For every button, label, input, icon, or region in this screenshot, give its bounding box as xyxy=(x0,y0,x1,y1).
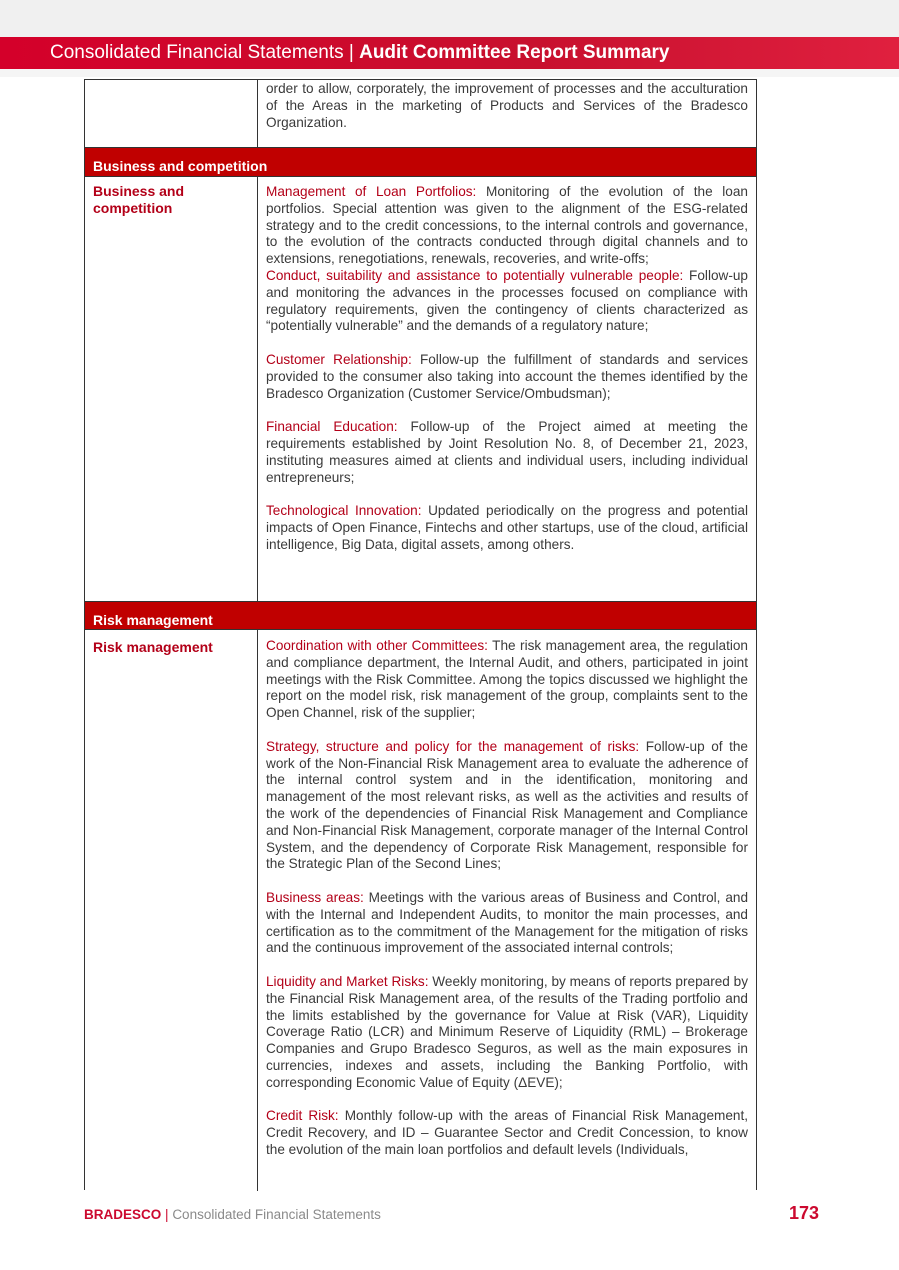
business-text-cell xyxy=(258,177,756,601)
business-item-lead: Customer Relationship: xyxy=(266,351,412,367)
business-item-text: Monitoring of the evolution of the loan portfolios. Special attention was given to the alignment of the ESG-related strategy and to the credit concessions, to the internal controls and governance, to the evolution of the contracts conducted through digital channels and to extensions, renegotiations, renewals, recoveries, and write-offs; xyxy=(266,184,748,267)
risk-row xyxy=(85,630,756,1191)
business-item-text: Follow-up of the Project aimed at meeting the requirements established by Joint Resolution No. 8, of December 21, 2023, instituting measures aimed at clients and individual users, including individual entrepreneurs; xyxy=(266,419,748,485)
risk-item xyxy=(266,890,748,957)
footer xyxy=(84,1207,381,1222)
business-item-lead: Management of Loan Portfolios: xyxy=(266,184,477,199)
business-item-lead: Technological Innovation: xyxy=(266,503,422,519)
top-strip xyxy=(0,0,899,37)
business-item-text: Updated periodically on the progress and potential impacts of Open Finance, Fintechs and other startups, use of the cloud, artificial intelligence, Big Data, digital assets, among others. xyxy=(266,503,748,552)
risk-section-title: Risk management xyxy=(93,612,213,628)
intro-label-cell xyxy=(85,80,258,147)
business-item xyxy=(266,419,748,486)
page-number: 173 xyxy=(789,1203,820,1223)
risk-item xyxy=(266,638,748,722)
risk-item-lead: Credit Risk: xyxy=(266,1108,339,1124)
risk-item-text: Meetings with the various areas of Business and Control, and with the Internal and Independent Audits, to monitor the main processes, and certification as to the commitment of the Management for the mitigation of risks and the continuous improvement of the associated internal controls; xyxy=(266,889,748,956)
business-item-lead: Conduct, suitability and assistance to potentially vulnerable people: xyxy=(266,267,684,283)
risk-label-cell xyxy=(85,630,258,1191)
risk-item-text: The risk management area, the regulation and compliance department, the Internal Audit, and others, participated in joint meetings with the Risk Committee. Among the topics discussed we highlight the report on the model risk, risk management of the group, complaints sent to the Open Channel, risk of the supplier; xyxy=(266,638,748,721)
risk-item-text: Follow-up of the work of the Non-Financial Risk Management area to evaluate the adherence of the internal control system and in the identification, monitoring and management of the most relevant risks, as well as the activities and results of the work of the dependencies of Financial Risk Management and Compliance and Non-Financial Risk Management, corporate manager of the Internal Control System, and the dependency of Corporate Risk Management, responsible for the Strategic Plan of the Second Lines; xyxy=(266,738,748,872)
header-separator: | xyxy=(348,42,354,63)
header-title-right: Audit Committee Report Summary xyxy=(359,42,670,63)
header-title xyxy=(50,41,669,65)
risk-item-text: Monthly follow-up with the areas of Financial Risk Management, Credit Recovery, and ID – Guarantee Sector and Credit Concession, to know the evolution of the main loan portfolios and default levels (Individuals, xyxy=(266,1108,749,1157)
business-item-text: Follow-up the fulfillment of standards and services provided to the consumer also taking into account the themes identified by the Bradesco Organization (Customer Service/Ombudsman); xyxy=(266,351,749,401)
risk-item-text: Weekly monitoring, by means of reports prepared by the Financial Risk Management area, of the results of the Trading portfolio and the limits established by the governance for Value at Risk (VAR), Liquidity Coverage Ratio (LCR) and Minimum Reserve of Liquidity (RML) – Brokerage Companies and Grupo Bradesco Seguros, as well as the main exposures in currencies, indexes and assets, including the Banking Portfolio, with corresponding Economic Value of Equity (ΔEVE); xyxy=(266,973,749,1090)
business-item xyxy=(266,184,748,268)
risk-item-lead: Liquidity and Market Risks: xyxy=(266,973,429,989)
risk-section-header xyxy=(85,602,756,630)
business-label: Business and competition xyxy=(93,183,185,216)
footer-doc-title: Consolidated Financial Statements xyxy=(172,1207,381,1222)
business-item-text: Follow-up and monitoring the advances in the processes focused on compliance with regulatory requirements, given the contingency of clients characterized as “potentially vulnerable” and the demands of a regulatory nature; xyxy=(266,267,748,334)
header-shadow xyxy=(0,69,899,77)
intro-text-cell xyxy=(258,80,756,147)
business-label-cell xyxy=(85,177,258,601)
risk-item xyxy=(266,1108,748,1158)
business-item-lead: Financial Education: xyxy=(266,419,398,435)
risk-item-lead: Coordination with other Committees: xyxy=(266,638,488,653)
business-item xyxy=(266,268,748,335)
intro-row xyxy=(85,80,756,148)
business-row xyxy=(85,177,756,602)
risk-text-cell xyxy=(258,630,756,1191)
risk-label: Risk management xyxy=(93,639,213,655)
risk-item-lead: Business areas: xyxy=(266,889,364,905)
risk-item-lead: Strategy, structure and policy for the management of risks: xyxy=(266,738,640,754)
business-item xyxy=(266,503,748,553)
header-band xyxy=(0,37,899,69)
business-section-header xyxy=(85,148,756,177)
intro-paragraph: order to allow, corporately, the improvement of processes and the acculturation of the Areas in the marketing of Products and Services of the Bradesco Organization. xyxy=(266,81,748,130)
content-table xyxy=(84,79,757,1190)
risk-item xyxy=(266,974,748,1092)
business-section-title: Business and competition xyxy=(93,158,268,174)
footer-brand: BRADESCO xyxy=(84,1207,162,1222)
header-title-left: Consolidated Financial Statements xyxy=(50,42,344,63)
business-item xyxy=(266,352,748,402)
footer-separator: | xyxy=(165,1207,169,1222)
risk-item xyxy=(266,739,748,873)
